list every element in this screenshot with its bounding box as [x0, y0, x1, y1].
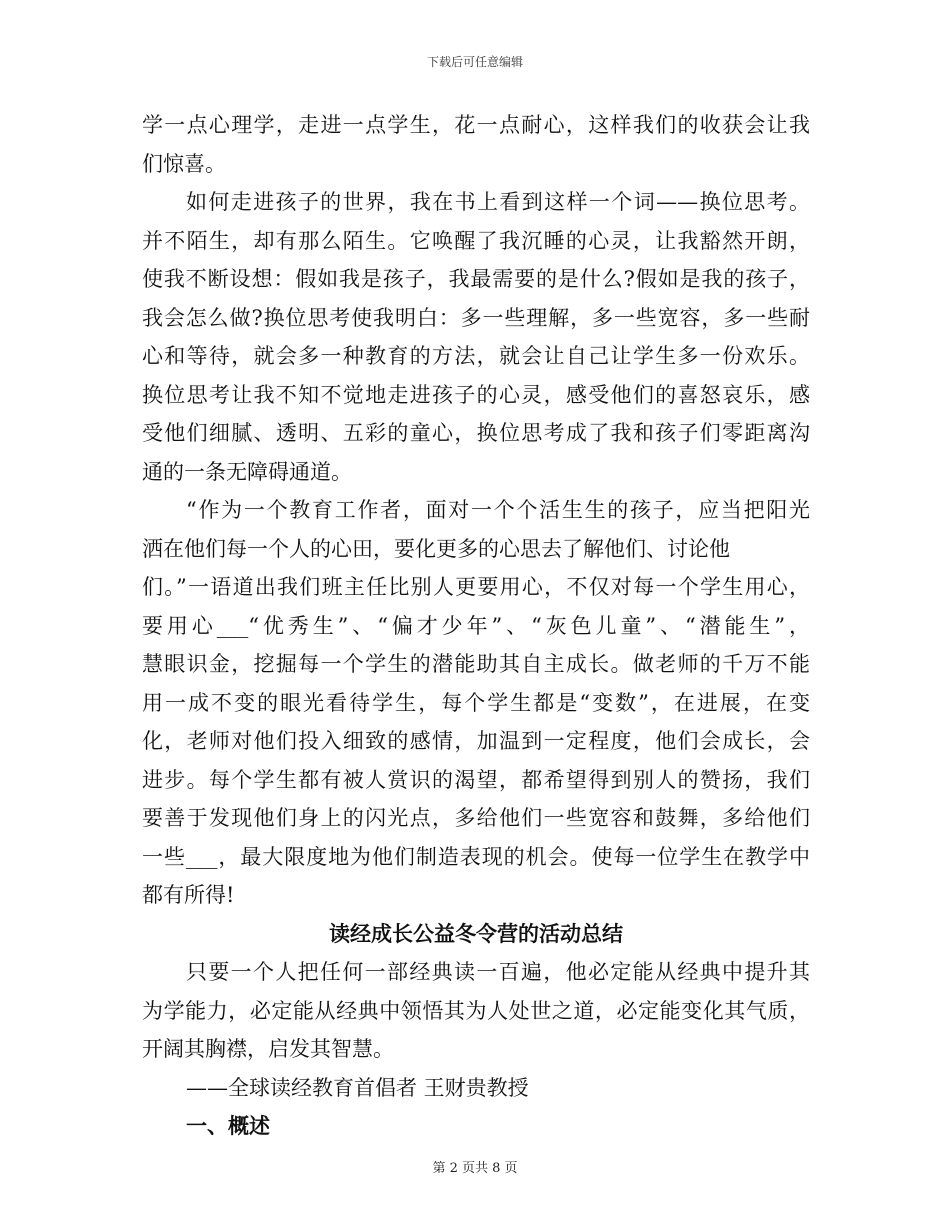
text-line: “作为一个教育工作者，面对一个个活生生的孩子，应当把阳光	[186, 498, 810, 522]
text-line: 学一点心理学，走进一点学生，花一点耐心，这样我们的收获会让我	[142, 113, 810, 137]
text-line: 们。”一语道出我们班主任比别人更要用心，不仅对每一个学生用心，	[142, 575, 810, 599]
text-line: 开阔其胸襟，启发其智慧。	[142, 1037, 394, 1061]
paragraph	[142, 106, 810, 183]
text-line: 用一成不变的眼光看待学生，每个学生都是“变数”，在进展，在变	[142, 690, 810, 715]
text-line: 要用心___“优秀生”、“偏才少年”、“灰色儿童”、“潜能生”，	[142, 613, 810, 638]
text-line: 一些___，最大限度地为他们制造表现的机会。使每一位学生在教学中	[142, 844, 810, 869]
text-line: 们惊喜。	[142, 151, 226, 176]
text-line: 慧眼识金，挖掘每一个学生的潜能助其自主成长。做老师的千万不能	[142, 652, 810, 676]
text-line: 要善于发现他们身上的闪光点，多给他们一些宽容和鼓舞，多给他们	[142, 806, 810, 830]
quote	[142, 953, 810, 1069]
text-line: 都有所得!	[142, 883, 235, 907]
text-line: 心和等待，就会多一种教育的方法，就会让自己让学生多一份欢乐。	[142, 344, 810, 368]
text-line: 洒在他们每一个人的心田，要化更多的心思去了解他们、讨论他	[142, 536, 730, 561]
text-line: 并不陌生，却有那么陌生。它唤醒了我沉睡的心灵，让我豁然开朗，	[142, 228, 810, 253]
page-header: 下载后可任意编辑	[426, 55, 523, 69]
text-line: 进步。每个学生都有被人赏识的渴望，都希望得到别人的赞扬，我们	[142, 767, 810, 792]
section-heading: 一、概述	[186, 1113, 270, 1138]
text-line: 只要一个人把任何一部经典读一百遍，他必定能从经典中提升其	[186, 960, 810, 984]
page-footer: 第 2 页共 8 页	[432, 1161, 518, 1176]
text-line: 为学能力，必定能从经典中领悟其为人处世之道，必定能变化其气质，	[142, 998, 810, 1023]
quote-attribution: ——全球读经教育首倡者 王财贵教授	[186, 1075, 529, 1100]
text-line: 换位思考让我不知不觉地走进孩子的心灵，感受他们的喜怒哀乐，感	[142, 382, 810, 407]
text-line: 受他们细腻、透明、五彩的童心，换位思考成了我和孩子们零距离沟	[142, 421, 810, 445]
section-title: 读经成长公益冬令营的活动总结	[329, 920, 623, 946]
paragraph	[142, 183, 810, 491]
page-content	[142, 106, 810, 1146]
text-line: 我会怎么做?换位思考使我明白：多一些理解，多一些宽容，多一些耐	[142, 305, 810, 330]
paragraph	[142, 491, 810, 915]
text-line: 化，老师对他们投入细致的感情，加温到一定程度，他们会成长，会	[142, 729, 810, 753]
text-line: 如何走进孩子的世界，我在书上看到这样一个词——换位思考。	[186, 190, 810, 214]
text-line: 通的一条无障碍通道。	[142, 459, 352, 484]
text-line: 使我不断设想：假如我是孩子，我最需要的是什么?假如是我的孩子，	[142, 267, 810, 291]
